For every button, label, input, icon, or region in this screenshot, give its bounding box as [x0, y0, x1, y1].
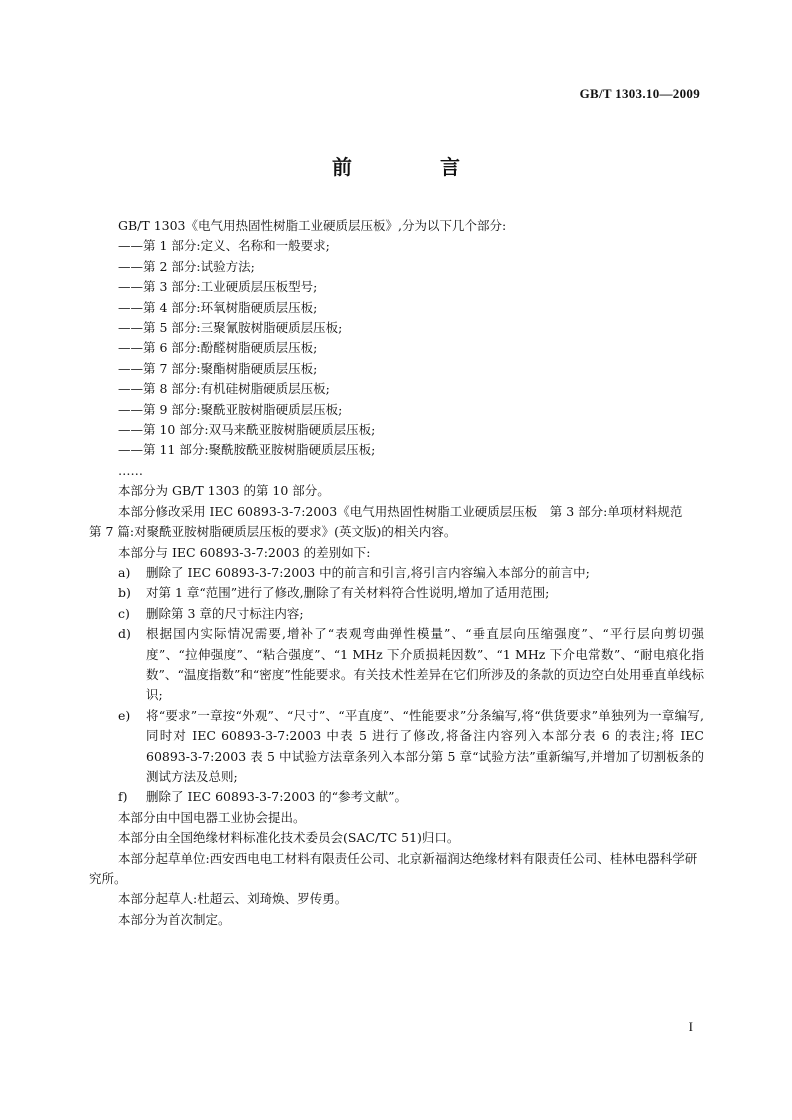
item-marker: b) — [118, 585, 131, 601]
ellipsis: …… — [118, 462, 143, 478]
first-edition-paragraph: 本部分为首次制定。 — [118, 911, 231, 927]
list-item: ——第 4 部分:环氧树脂硬质层压板; — [118, 299, 318, 315]
list-item: ——第 3 部分:工业硬质层压板型号; — [118, 279, 318, 295]
item-marker: a) — [118, 564, 131, 580]
item-text: 删除了 IEC 60893-3-7:2003 中的前言和引言,将引言内容编入本部分的前言中; — [146, 564, 590, 580]
differences-intro: 本部分与 IEC 60893-3-7:2003 的差别如下: — [118, 544, 371, 560]
modify-paragraph: 本部分修改采用 IEC 60893-3-7:2003《电气用热固性树脂工业硬质层压板 第 3 部分:单项材料规范 第 7 篇:对聚酰亚胺树脂硬质层压板的要求》(英文版)的相关内容。 — [89, 503, 695, 540]
standard-code: GB/T 1303.10—2009 — [579, 86, 700, 101]
drafting-units-paragraph: 本部分起草单位:西安西电电工材料有限责任公司、北京新福润达绝缘材料有限责任公司、桂林电器科学研究所。 — [89, 850, 698, 886]
item-text: 对第 1 章“范围”进行了修改,删除了有关材料符合性说明,增加了适用范围; — [146, 585, 550, 601]
list-item — [89, 706, 704, 788]
list-item: ——第 2 部分:试验方法; — [118, 258, 255, 274]
list-item: ——第 9 部分:聚酰亚胺树脂硬质层压板; — [118, 401, 343, 417]
item-marker: d) — [118, 626, 131, 642]
list-item — [89, 604, 704, 624]
list-item: ——第 11 部分:聚酰胺酰亚胺树脂硬质层压板; — [118, 442, 376, 458]
page-title: 前 言 — [332, 155, 494, 179]
list-item: ——第 8 部分:有机硅树脂硬质层压板; — [118, 381, 330, 397]
list-item: ——第 6 部分:酚醛树脂硬质层压板; — [118, 340, 318, 356]
managed-paragraph: 本部分由全国绝缘材料标准化技术委员会(SAC/TC 51)归口。 — [118, 830, 460, 846]
proposed-paragraph: 本部分由中国电器工业协会提出。 — [118, 809, 306, 825]
differences-list — [89, 563, 704, 808]
item-marker: f) — [118, 789, 128, 805]
item-text: 将“要求”一章按“外观”、“尺寸”、“平直度”、“性能要求”分条编写,将“供货要求”单独列为一章编写,同时对 IEC 60893-3-7:2003 中表 5 进行了修改,将备注内容列入本部分表 6 的表注;将 IEC 60893-3-7:2003 表 5 中试验方法章条列入本部分第 5 章“试验方法”重新编写,并增加了切割板条的测试方法及总则; — [146, 707, 704, 784]
list-item — [89, 563, 704, 583]
item-marker: e) — [118, 707, 131, 723]
page-number: I — [688, 1019, 693, 1034]
list-item — [89, 583, 704, 603]
list-item — [89, 787, 704, 807]
parts-list — [89, 236, 704, 481]
list-item: ——第 10 部分:双马来酰亚胺树脂硬质层压板; — [118, 422, 376, 438]
intro-paragraph: GB/T 1303《电气用热固性树脂工业硬质层压板》,分为以下几个部分: — [118, 218, 507, 233]
item-text: 根据国内实际情况需要,增补了“表观弯曲弹性模量”、“垂直层向压缩强度”、“平行层向剪切强度”、“拉伸强度”、“粘合强度”、“1 MHz 下介质损耗因数”、“1 MHz 下介电常数”、“耐电痕化指数”、“温度指数”和“密度”性能要求。有关技术性差异在它们所涉及的条款的页边空白处用垂直单线标识; — [146, 626, 704, 703]
foreword-body — [89, 216, 704, 930]
drafters-paragraph: 本部分起草人:杜超云、刘琦焕、罗传勇。 — [118, 891, 348, 907]
list-item — [89, 624, 704, 706]
item-text: 删除了 IEC 60893-3-7:2003 的“参考文献”。 — [146, 789, 407, 805]
list-item: ——第 1 部分:定义、名称和一般要求; — [118, 238, 330, 254]
part-of-paragraph: 本部分为 GB/T 1303 的第 10 部分。 — [118, 483, 330, 499]
list-item: ——第 7 部分:聚酯树脂硬质层压板; — [118, 360, 318, 376]
item-marker: c) — [118, 605, 130, 621]
item-text: 删除第 3 章的尺寸标注内容; — [146, 605, 304, 621]
list-item: ——第 5 部分:三聚氰胺树脂硬质层压板; — [118, 320, 343, 336]
